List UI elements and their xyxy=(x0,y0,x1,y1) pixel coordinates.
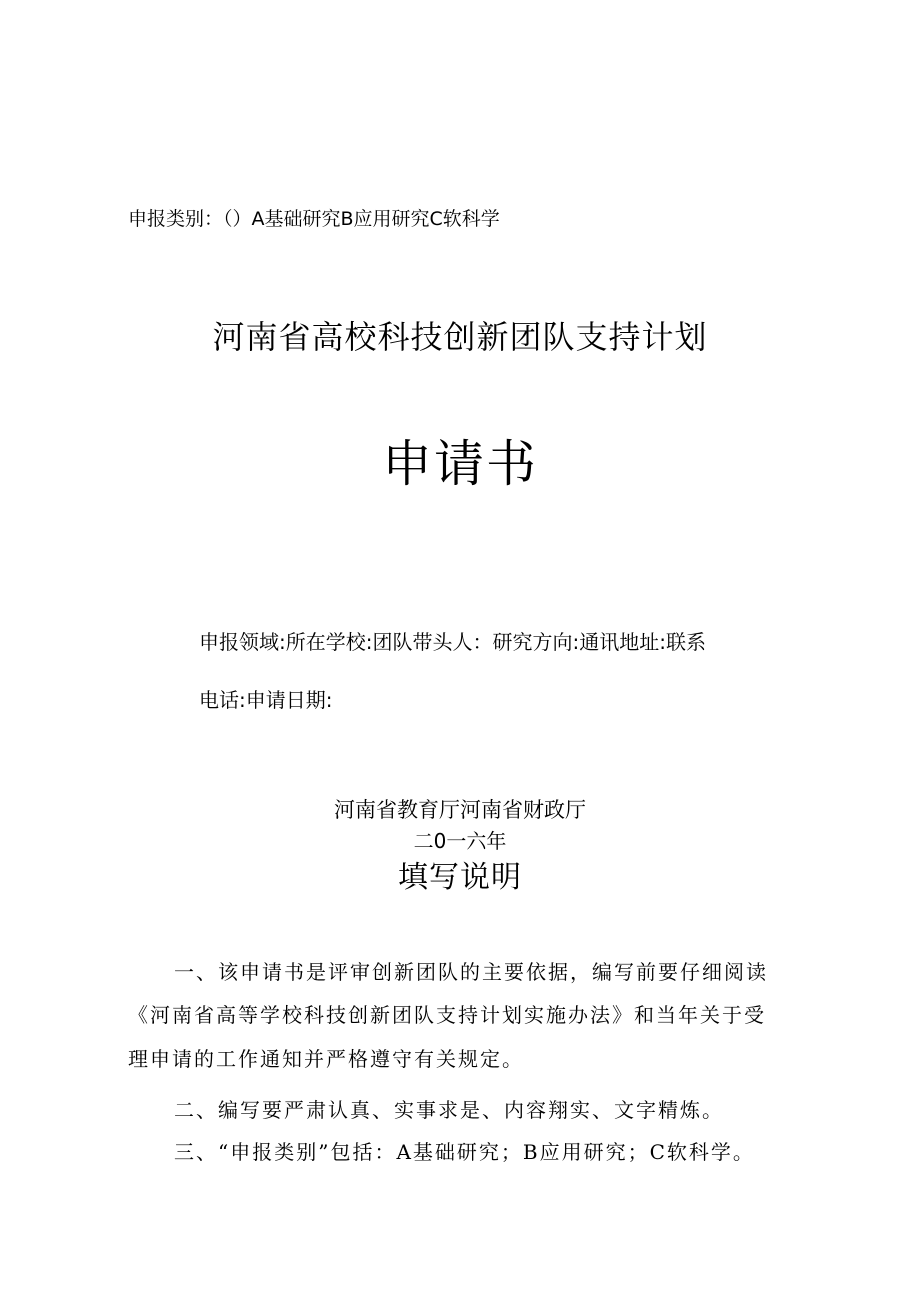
instructions-title: 填写说明 xyxy=(398,860,522,895)
applicant-fields-line-1: 申报领域:所在学校:团队带头人：研究方向:通讯地址:联系 xyxy=(199,630,706,654)
instruction-paragraph-3: 三、“申报类别”包括：A基础研究；B应用研究；C软科学。 xyxy=(174,1140,755,1164)
instruction-paragraph-1-line-1: 一、该申请书是评审创新团队的主要依据，编写前要仔细阅读 xyxy=(174,960,768,984)
instruction-paragraph-1-line-2: 《河南省高等学校科技创新团队支持计划实施办法》和当年关于受 xyxy=(128,1003,766,1027)
instruction-paragraph-1-line-3: 理申请的工作通知并严格遵守有关规定。 xyxy=(128,1047,524,1071)
program-title: 河南省高校科技创新团队支持计划 xyxy=(212,318,708,356)
instruction-paragraph-2: 二、编写要严肃认真、实事求是、内容翔实、文字精炼。 xyxy=(174,1098,724,1122)
category-line: 申报类别：（）A基础研究B应用研究C软科学 xyxy=(128,208,500,230)
applicant-fields-line-2: 电话:申请日期: xyxy=(199,688,333,712)
issuing-departments: 河南省教育厅河南省财政厅 xyxy=(334,798,586,822)
document-title: 申请书 xyxy=(382,435,538,493)
issue-year: 二0一六年 xyxy=(413,829,507,853)
